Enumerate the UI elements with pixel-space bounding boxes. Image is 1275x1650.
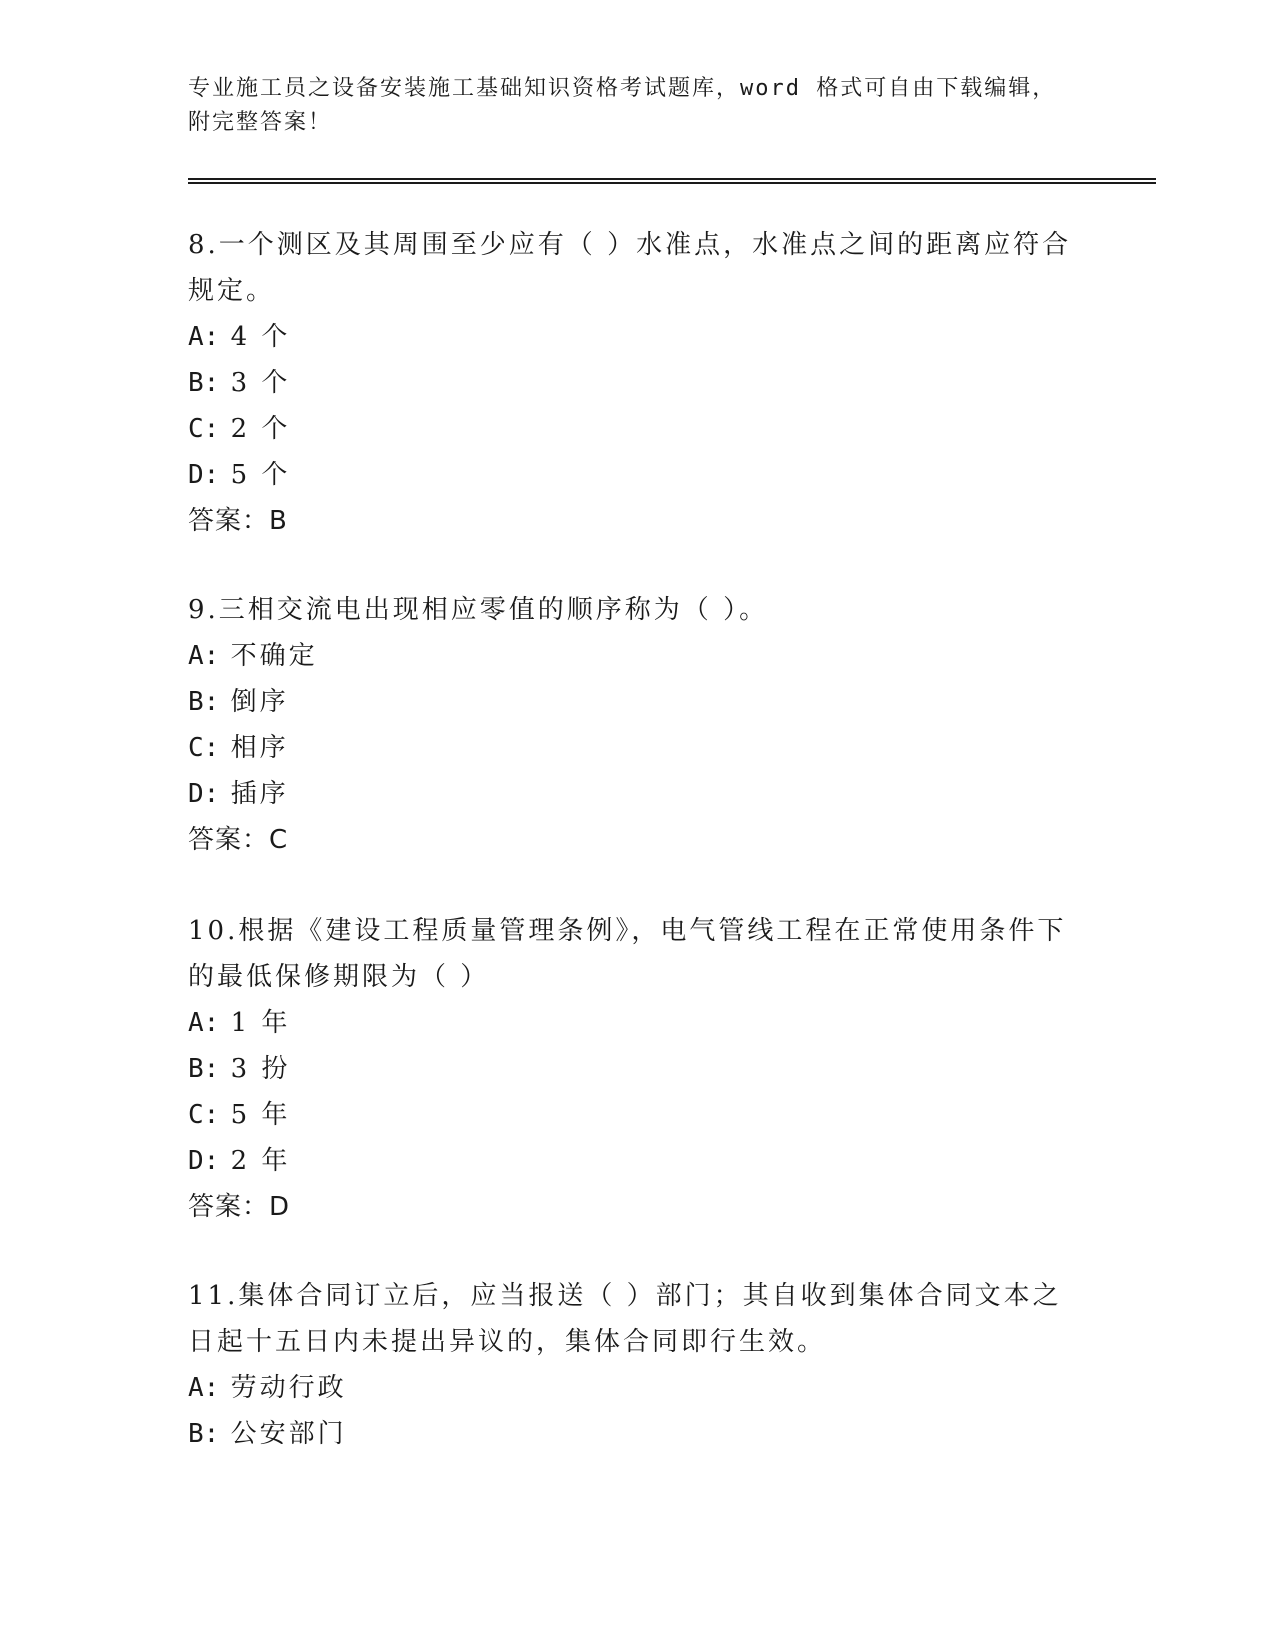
option-c: C: 2 个 [188,414,291,444]
question-stem-line-1: 10.根据《建设工程质量管理条例》，电气管线工程在正常使用条件下 [188,916,1067,946]
question-11 [188,1273,1088,1457]
option-a: A: 4 个 [188,322,291,352]
question-8 [188,222,1088,544]
option-a: A: 劳动行政 [188,1373,347,1403]
option-c: C: 5 年 [188,1100,291,1130]
option-a: A: 1 年 [188,1008,291,1038]
option-b: B: 3 个 [188,368,291,398]
answer-line: 答案：D [188,1192,291,1222]
question-stem-line-1: 11.集体合同订立后，应当报送（ ）部门；其自收到集体合同文本之 [188,1281,1062,1311]
question-stem-line-2: 规定。 [188,276,276,306]
question-stem-line-1: 9.三相交流电出现相应零值的顺序称为（ ）。 [188,595,769,625]
document-header [188,72,1088,140]
answer-line: 答案：B [188,506,288,536]
option-b: B: 公安部门 [188,1419,347,1449]
option-d: D: 插序 [188,779,289,809]
header-double-rule [188,178,1156,184]
question-stem-line-1: 8.一个测区及其周围至少应有（ ）水准点，水准点之间的距离应符合 [188,230,1072,260]
question-stem-line-2: 的最低保修期限为（ ） [188,962,490,992]
header-line-1: 专业施工员之设备安装施工基础知识资格考试题库，word 格式可自由下载编辑， [188,76,1057,101]
option-d: D: 2 年 [188,1146,291,1176]
option-d: D: 5 个 [188,460,291,490]
option-a: A: 不确定 [188,641,318,671]
answer-line: 答案：C [188,825,289,855]
option-b: B: 倒序 [188,687,289,717]
question-10 [188,908,1088,1230]
header-line-2: 附完整答案！ [188,110,333,135]
option-b: B: 3 扮 [188,1054,291,1084]
option-c: C: 相序 [188,733,289,763]
question-9 [188,587,1088,863]
question-stem-line-2: 日起十五日内未提出异议的，集体合同即行生效。 [188,1327,827,1357]
